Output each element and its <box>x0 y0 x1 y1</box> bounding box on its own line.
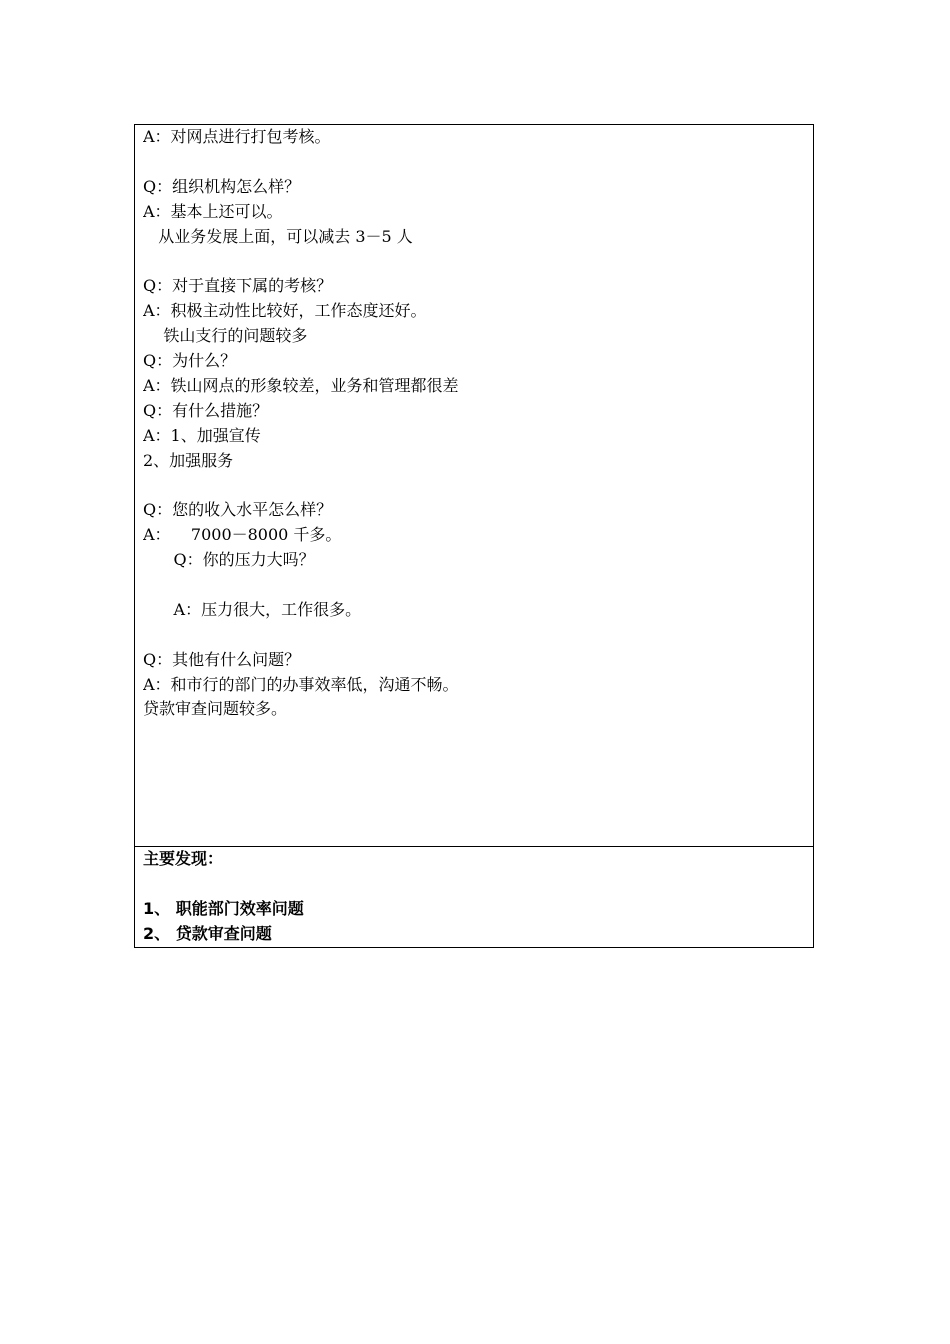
notes-line: 从业务发展上面，可以减去 3－5 人 <box>143 226 413 246</box>
notes-line: Q：组织机构怎么样？ <box>143 176 301 196</box>
notes-line: A：对网点进行打包考核。 <box>143 127 331 146</box>
notes-line: Q：您的收入水平怎么样？ <box>143 500 333 520</box>
findings-cell <box>135 847 813 947</box>
notes-line <box>143 150 805 175</box>
notes-line: A：铁山网点的形象较差，业务和管理都很差 <box>143 375 459 395</box>
interview-table <box>134 124 814 948</box>
notes-line <box>143 473 805 498</box>
finding-item: 2、 贷款审查问题 <box>143 923 272 943</box>
notes-line: A：1、加强宣传 <box>143 425 261 445</box>
notes-line: Q：有什么措施？ <box>143 400 269 420</box>
notes-line: A：压力很大，工作很多。 <box>143 599 362 619</box>
notes-line: A：积极主动性比较好，工作态度还好。 <box>143 301 427 321</box>
notes-line <box>143 623 805 648</box>
notes-line: A：基本上还可以。 <box>143 201 283 221</box>
notes-line: Q：你的压力大吗？ <box>143 550 315 570</box>
notes-line: Q：为什么？ <box>143 351 237 371</box>
findings-spacer <box>143 872 805 897</box>
finding-item: 1、 职能部门效率问题 <box>143 898 304 918</box>
notes-line: 2、加强服务 <box>143 450 234 470</box>
notes-line: A：和市行的部门的办事效率低，沟通不畅。 <box>143 674 459 694</box>
notes-line: A： 7000－8000 千多。 <box>143 525 342 545</box>
notes-line <box>143 249 805 274</box>
notes-line: 铁山支行的问题较多 <box>143 326 308 346</box>
notes-line: Q：其他有什么问题？ <box>143 649 301 669</box>
notes-line <box>143 573 805 598</box>
interview-notes-cell <box>135 125 813 847</box>
notes-line: Q：对于直接下属的考核？ <box>143 276 333 296</box>
notes-line: 贷款审查问题较多。 <box>143 699 288 719</box>
findings-title: 主要发现： <box>143 849 224 868</box>
